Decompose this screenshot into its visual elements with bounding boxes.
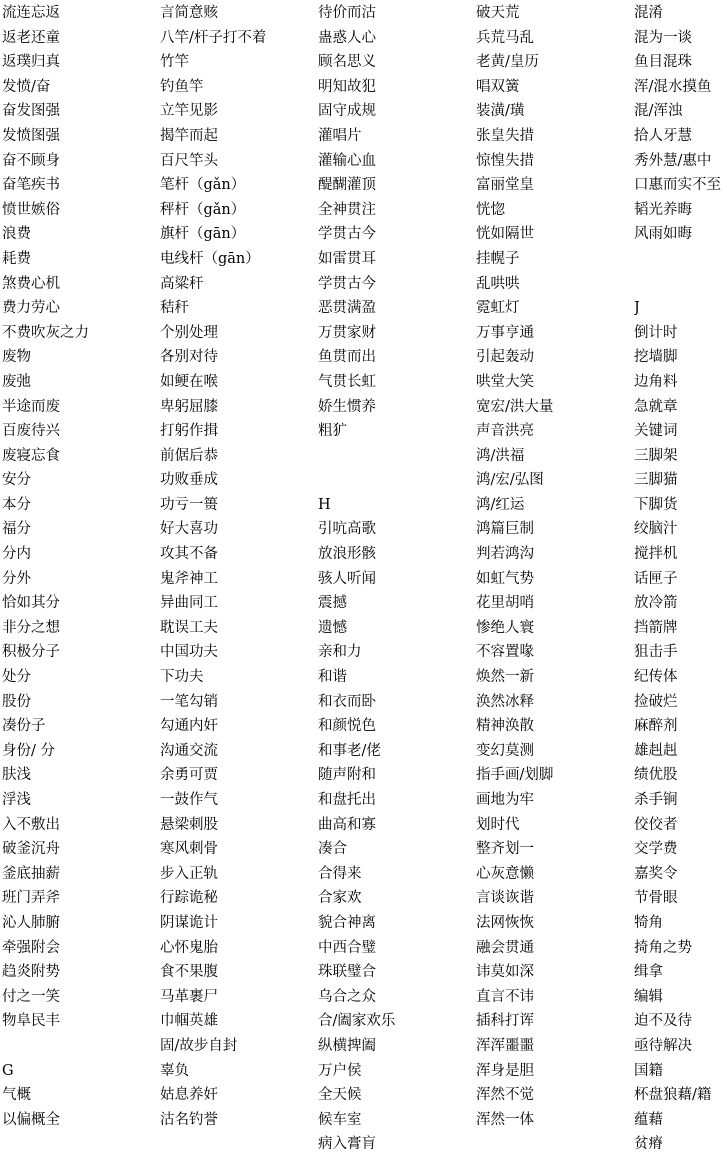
word-entry: 钓鱼竿 <box>160 78 204 95</box>
word-entry: 积极分子 <box>2 644 60 661</box>
word-entry: 处分 <box>2 669 31 686</box>
word-column-4 <box>476 1 631 1132</box>
word-entry: 食不果腹 <box>160 964 218 981</box>
word-entry: 百废待兴 <box>2 423 60 440</box>
word-entry: 旗杆（gān） <box>160 226 246 243</box>
word-entry: 鸿/红运 <box>476 496 525 513</box>
word-entry: 寒风刺骨 <box>160 841 218 858</box>
word-entry: 各别对待 <box>160 349 218 366</box>
word-entry: 宽宏/洪大量 <box>476 398 554 415</box>
word-entry: 边角料 <box>634 373 678 390</box>
word-entry: J <box>634 300 640 317</box>
word-entry: 鸿/宏/弘图 <box>476 472 544 489</box>
word-entry: 挂幌子 <box>476 250 520 267</box>
word-entry: 法网恢恢 <box>476 914 534 931</box>
word-entry: 非分之想 <box>2 619 60 636</box>
word-entry: 心怀鬼胎 <box>160 939 218 956</box>
word-entry: 惨绝人寰 <box>476 619 534 636</box>
word-entry: 麻醉剂 <box>634 718 678 735</box>
word-entry: 候车室 <box>318 1111 362 1128</box>
word-entry: 百尺竿头 <box>160 152 218 169</box>
word-entry: 混淆 <box>634 5 663 21</box>
word-entry: 流连忘返 <box>2 5 60 21</box>
word-entry: 关键词 <box>634 423 678 440</box>
word-entry: 交学费 <box>634 841 678 858</box>
word-entry: G <box>2 1062 14 1079</box>
word-entry: 惊惶失措 <box>476 152 534 169</box>
word-entry: 分外 <box>2 570 31 587</box>
word-entry: 装潢/璜 <box>476 103 525 120</box>
word-entry: 醍醐灌顶 <box>318 177 376 194</box>
word-entry: 张皇失措 <box>476 127 534 144</box>
word-entry: 合/阖家欢乐 <box>318 1013 396 1030</box>
word-entry: 个别处理 <box>160 324 218 341</box>
word-entry: 焕然一新 <box>476 669 534 686</box>
word-entry: 佼佼者 <box>634 816 678 833</box>
word-entry: 本分 <box>2 496 31 513</box>
blank-row <box>634 272 727 297</box>
word-entry: 声音洪亮 <box>476 423 534 440</box>
word-entry: 直言不讳 <box>476 988 534 1005</box>
word-entry: 三脚猫 <box>634 472 678 489</box>
word-entry: 卑躬屈膝 <box>160 398 218 415</box>
word-column-5 <box>634 1 727 1157</box>
word-entry: 立竿见影 <box>160 103 218 120</box>
word-entry: 混为一谈 <box>634 29 692 46</box>
word-entry: 分内 <box>2 546 31 563</box>
word-entry: 破釜沉舟 <box>2 841 60 858</box>
word-entry: 步入正轨 <box>160 865 218 882</box>
blank-row <box>2 1034 157 1059</box>
word-entry: 姑息养奸 <box>160 1087 218 1104</box>
word-entry: 勾通内奸 <box>160 718 218 735</box>
word-entry: 合家欢 <box>318 890 362 907</box>
word-entry: 阴谋诡计 <box>160 914 218 931</box>
word-entry: 釜底抽薪 <box>2 865 60 882</box>
word-entry: 功亏一篑 <box>160 496 218 513</box>
blank-row <box>634 247 727 272</box>
word-entry: 悬梁刺股 <box>160 816 218 833</box>
word-entry: 狙击手 <box>634 644 678 661</box>
word-entry: 不费吹灰之力 <box>2 324 89 341</box>
word-entry: 电线杆（gān） <box>160 250 260 267</box>
word-entry: 行踪诡秘 <box>160 890 218 907</box>
word-entry: 待价而沽 <box>318 5 376 21</box>
word-entry: 奋笔疾书 <box>2 177 60 194</box>
word-entry: 骇人听闻 <box>318 570 376 587</box>
word-entry: 捡破烂 <box>634 693 678 710</box>
word-entry: 如虹气势 <box>476 570 534 587</box>
word-entry: 浑身是胆 <box>476 1062 534 1079</box>
blank-row <box>318 468 473 493</box>
word-entry: 搅拌机 <box>634 546 678 563</box>
word-entry: 笔杆（gǎn） <box>160 177 246 194</box>
word-entry: 亲和力 <box>318 644 362 661</box>
word-entry: 讳莫如深 <box>476 964 534 981</box>
word-entry: 灌唱片 <box>318 127 362 144</box>
word-entry: 耗费 <box>2 250 31 267</box>
word-entry: 如鲠在喉 <box>160 373 218 390</box>
word-entry: 三脚架 <box>634 447 678 464</box>
word-entry: 废寝忘食 <box>2 447 60 464</box>
word-entry: 娇生惯养 <box>318 398 376 415</box>
word-entry: 放冷箭 <box>634 595 678 612</box>
word-entry: 高粱秆 <box>160 275 204 292</box>
word-entry: 言简意赅 <box>160 5 218 21</box>
word-entry: 拾人牙慧 <box>634 127 692 144</box>
word-entry: 万贯家财 <box>318 324 376 341</box>
word-entry: 兵荒马乱 <box>476 29 534 46</box>
word-entry: 缉拿 <box>634 964 663 981</box>
word-entry: 放浪形骸 <box>318 546 376 563</box>
word-entry: 话匣子 <box>634 570 678 587</box>
word-entry: 气贯长虹 <box>318 373 376 390</box>
word-entry: 固/故步自封 <box>160 1037 238 1054</box>
word-entry: 余勇可贾 <box>160 767 218 784</box>
word-entry: 浑浑噩噩 <box>476 1037 534 1054</box>
word-column-3 <box>318 1 473 1157</box>
word-entry: 秸秆 <box>160 300 189 317</box>
word-entry: 和盘托出 <box>318 792 376 808</box>
word-entry: 绞脑汁 <box>634 521 678 538</box>
word-entry: 画地为牢 <box>476 792 534 808</box>
word-entry: 愤世嫉俗 <box>2 201 60 218</box>
word-entry: 贫瘠 <box>634 1136 663 1153</box>
word-entry: 融会贯通 <box>476 939 534 956</box>
word-entry: 学贯古今 <box>318 226 376 243</box>
word-entry: 入不敷出 <box>2 816 60 833</box>
word-entry: 恶贯满盈 <box>318 300 376 317</box>
word-entry: 绩优股 <box>634 767 678 784</box>
word-entry: 福分 <box>2 521 31 538</box>
word-entry: 付之一笑 <box>2 988 60 1005</box>
word-entry: 好大喜功 <box>160 521 218 538</box>
word-entry: 八竿/杆子打不着 <box>160 29 267 46</box>
word-entry: 费力劳心 <box>2 300 60 317</box>
word-entry: 合得来 <box>318 865 362 882</box>
word-entry: 一鼓作气 <box>160 792 218 808</box>
word-entry: 韬光养晦 <box>634 201 692 218</box>
word-entry: 粗犷 <box>318 423 347 440</box>
word-entry: 前倨后恭 <box>160 447 218 464</box>
word-entry: 废物 <box>2 349 31 366</box>
word-entry: 掎角之势 <box>634 939 692 956</box>
word-entry: 发愤图强 <box>2 127 60 144</box>
word-entry: 发愤/奋 <box>2 78 51 95</box>
word-entry: 貌合神离 <box>318 914 376 931</box>
word-entry: 急就章 <box>634 398 678 415</box>
word-entry: 中西合璧 <box>318 939 376 956</box>
word-entry: 指手画/划脚 <box>476 767 554 784</box>
word-entry: 攻其不备 <box>160 546 218 563</box>
word-entry: 挖墙脚 <box>634 349 678 366</box>
word-entry: 废弛 <box>2 373 31 390</box>
word-entry: 遗憾 <box>318 619 347 636</box>
word-entry: 老黄/皇历 <box>476 54 539 71</box>
word-entry: 哄堂大笑 <box>476 373 534 390</box>
word-entry: H <box>318 496 331 513</box>
word-entry: 秤杆（gǎn） <box>160 201 246 218</box>
word-entry: 曲高和寡 <box>318 816 376 833</box>
word-entry: 全神贯注 <box>318 201 376 218</box>
word-entry: 鱼贯而出 <box>318 349 376 366</box>
word-column-1 <box>2 1 157 1132</box>
word-entry: 雄赳赳 <box>634 742 678 759</box>
word-entry: 万户侯 <box>318 1062 362 1079</box>
word-entry: 返老还童 <box>2 29 60 46</box>
word-entry: 如雷贯耳 <box>318 250 376 267</box>
word-entry: 安分 <box>2 472 31 489</box>
word-entry: 沟通交流 <box>160 742 218 759</box>
word-entry: 亟待解决 <box>634 1037 692 1054</box>
word-entry: 乌合之众 <box>318 988 376 1005</box>
word-entry: 下脚货 <box>634 496 678 513</box>
word-entry: 顾名思义 <box>318 54 376 71</box>
word-entry: 竹竿 <box>160 54 189 71</box>
word-entry: 霓虹灯 <box>476 300 520 317</box>
word-entry: 一笔勾销 <box>160 693 218 710</box>
word-entry: 凑份子 <box>2 718 46 735</box>
word-entry: 花里胡哨 <box>476 595 534 612</box>
word-entry: 物阜民丰 <box>2 1013 60 1030</box>
word-entry: 身份/ 分 <box>2 742 55 759</box>
word-entry: 犄角 <box>634 914 663 931</box>
word-entry: 沁人肺腑 <box>2 914 60 931</box>
word-entry: 不容置喙 <box>476 644 534 661</box>
word-entry: 下功夫 <box>160 669 204 686</box>
word-entry: 中国功夫 <box>160 644 218 661</box>
word-entry: 巾帼英雄 <box>160 1013 218 1030</box>
word-entry: 凑合 <box>318 841 347 858</box>
word-entry: 鬼斧神工 <box>160 570 218 587</box>
word-entry: 浑然不觉 <box>476 1087 534 1104</box>
word-entry: 破天荒 <box>476 5 520 21</box>
word-entry: 学贯古今 <box>318 275 376 292</box>
word-entry: 引吭高歌 <box>318 521 376 538</box>
word-entry: 浮浅 <box>2 792 31 808</box>
word-entry: 班门弄斧 <box>2 890 60 907</box>
word-entry: 和谐 <box>318 669 347 686</box>
word-entry: 言谈诙谐 <box>476 890 534 907</box>
word-entry: 耽误工夫 <box>160 619 218 636</box>
word-entry: 马革裹尸 <box>160 988 218 1005</box>
word-entry: 浪费 <box>2 226 31 243</box>
word-entry: 倒计时 <box>634 324 678 341</box>
word-entry: 股份 <box>2 693 31 710</box>
word-column-2 <box>160 1 315 1132</box>
word-entry: 和颜悦色 <box>318 718 376 735</box>
word-entry: 挡箭牌 <box>634 619 678 636</box>
word-entry: 混/浑浊 <box>634 103 683 120</box>
word-entry: 返璞归真 <box>2 54 60 71</box>
word-entry: 浑/混水摸鱼 <box>634 78 712 95</box>
word-entry: 精神涣散 <box>476 718 534 735</box>
word-entry: 迫不及待 <box>634 1013 692 1030</box>
word-entry: 蕴藉 <box>634 1111 663 1128</box>
word-entry: 富丽堂皇 <box>476 177 534 194</box>
word-entry: 打躬作揖 <box>160 423 218 440</box>
word-entry: 浑然一体 <box>476 1111 534 1128</box>
word-entry: 划时代 <box>476 816 520 833</box>
word-entry: 整齐划一 <box>476 841 534 858</box>
word-entry: 变幻莫测 <box>476 742 534 759</box>
word-entry: 煞费心机 <box>2 275 60 292</box>
word-entry: 病入膏肓 <box>318 1136 376 1153</box>
word-entry: 珠联璧合 <box>318 964 376 981</box>
word-entry: 肤浅 <box>2 767 31 784</box>
word-entry: 奋不顾身 <box>2 152 60 169</box>
word-entry: 沽名钓誉 <box>160 1111 218 1128</box>
word-entry: 鸿/洪福 <box>476 447 525 464</box>
word-entry: 鱼目混珠 <box>634 54 692 71</box>
word-entry: 节骨眼 <box>634 890 678 907</box>
word-entry: 牵强附会 <box>2 939 60 956</box>
word-entry: 功败垂成 <box>160 472 218 489</box>
word-entry: 全天候 <box>318 1087 362 1104</box>
word-entry: 震撼 <box>318 595 347 612</box>
word-entry: 唱双簧 <box>476 78 520 95</box>
word-entry: 恍如隔世 <box>476 226 534 243</box>
word-entry: 引起轰动 <box>476 349 534 366</box>
word-entry: 秀外慧/惠中 <box>634 152 712 169</box>
word-entry: 半途而废 <box>2 398 60 415</box>
word-entry: 蛊惑人心 <box>318 29 376 46</box>
word-entry: 辜负 <box>160 1062 189 1079</box>
word-entry: 揭竿而起 <box>160 127 218 144</box>
word-entry: 杀手锏 <box>634 792 678 808</box>
word-entry: 杯盘狼藉/籍 <box>634 1087 712 1104</box>
word-entry: 异曲同工 <box>160 595 218 612</box>
word-entry: 灌输心血 <box>318 152 376 169</box>
word-entry: 乱哄哄 <box>476 275 520 292</box>
word-entry: 纪传体 <box>634 669 678 686</box>
word-entry: 风雨如晦 <box>634 226 692 243</box>
word-entry: 和衣而卧 <box>318 693 376 710</box>
word-entry: 以偏概全 <box>2 1111 60 1128</box>
word-entry: 和事老/佬 <box>318 742 381 759</box>
word-entry: 恍惚 <box>476 201 505 218</box>
word-entry: 涣然冰释 <box>476 693 534 710</box>
word-entry: 插科打诨 <box>476 1013 534 1030</box>
word-entry: 国籍 <box>634 1062 663 1079</box>
word-entry: 嘉奖令 <box>634 865 678 882</box>
word-entry: 气概 <box>2 1087 31 1104</box>
word-entry: 趋炎附势 <box>2 964 60 981</box>
word-entry: 鸿篇巨制 <box>476 521 534 538</box>
word-entry: 固守成规 <box>318 103 376 120</box>
word-entry: 奋发图强 <box>2 103 60 120</box>
word-entry: 随声附和 <box>318 767 376 784</box>
word-entry: 判若鸿沟 <box>476 546 534 563</box>
word-entry: 心灰意懒 <box>476 865 534 882</box>
word-entry: 编辑 <box>634 988 663 1005</box>
blank-row <box>318 444 473 469</box>
word-entry: 明知故犯 <box>318 78 376 95</box>
word-entry: 纵横捭阖 <box>318 1037 376 1054</box>
word-entry: 口惠而实不至 <box>634 177 721 194</box>
word-entry: 恰如其分 <box>2 595 60 612</box>
word-entry: 万事亨通 <box>476 324 534 341</box>
